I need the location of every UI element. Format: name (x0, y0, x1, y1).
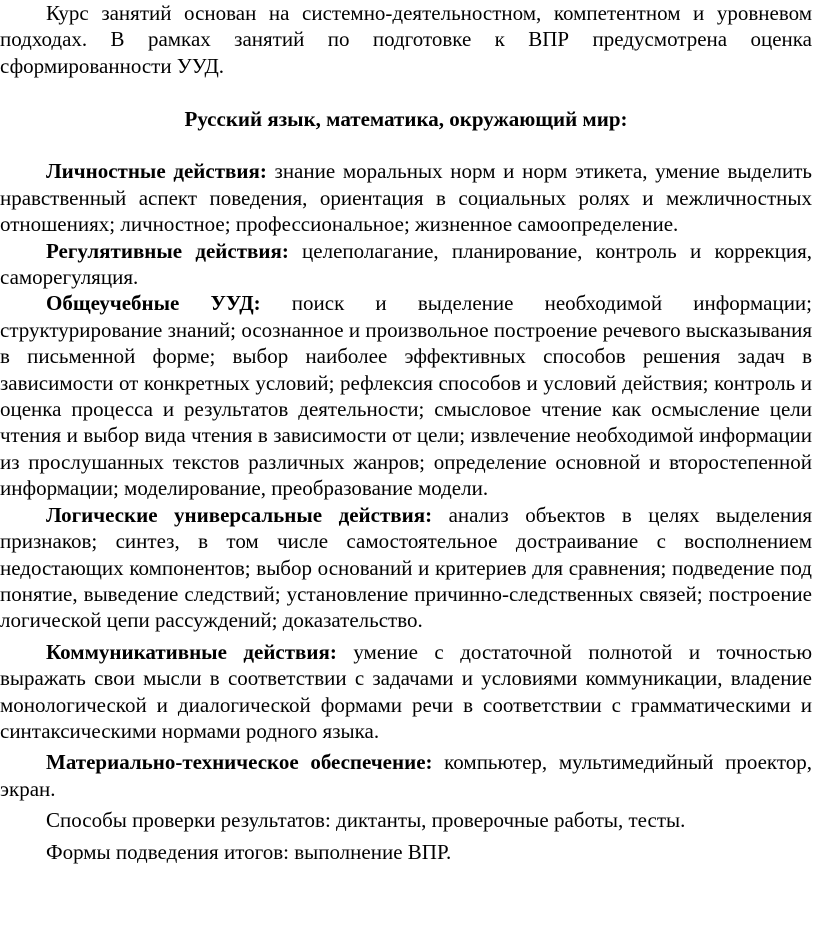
section-title: Логические универсальные действия: (46, 502, 433, 527)
section-personal (0, 158, 812, 237)
blank-line (0, 132, 812, 158)
section-title: Коммуникативные действия: (46, 639, 337, 664)
section-title: Регулятивные действия: (46, 238, 289, 263)
section-title: Общеучебные УУД: (46, 291, 261, 316)
section-text: знание моральных норм и норм этикета, умение выделить нравственный аспект поведения, ориентация в социальных ролях и межличностных отношениях; личностное; профессиональное; жизненное самоопределение. (0, 159, 812, 237)
section-text: целеполагание, планирование, контроль и коррекция, саморегуляция. (0, 238, 812, 290)
section-general-learning (0, 290, 812, 501)
section-text: поиск и выделение необходимой информации; структурирование знаний; осознанное и произвольное построение речевого высказывания в письменной форме; выбор наиболее эффективных способов решения задач в зависимости от конкретных условий; рефлексия способов и условий действия; контроль и оценка процесса и результатов деятельности; смысловое чтение как осмысление цели чтения и выбор вида чтения в зависимости от цели; извлечение необходимой информации из прослушанных текстов различных жанров; определение основной и второстепенной информации; моделирование, преобразование модели. (0, 291, 813, 501)
section-text: умение с достаточной полнотой и точностью выражать свои мысли в соответствии с задачами и условиями коммуникации, владение монологической и диалогической формами речи в соответствии с грамматическими и синтаксическими нормами родного языка. (0, 639, 813, 743)
section-title: Материально-техническое обеспечение: (46, 750, 433, 775)
section-title: Личностные действия: (46, 159, 267, 184)
verification-methods: Способы проверки результатов: диктанты, проверочные работы, тесты. (46, 808, 686, 833)
section-logical (0, 502, 812, 634)
summary-forms: Формы подведения итогов: выполнение ВПР. (46, 839, 452, 864)
section-text: анализ объектов в целях выделения признаков; синтез, в том числе самостоятельное достраивание с восполнением недостающих компонентов; выбор оснований и критериев для сравнения; подведение под понятие, выведение следствий; установление причинно-следственных связей; построение логической цепи рассуждений; доказательство. (0, 502, 812, 633)
blank-line (0, 79, 812, 105)
section-communicative (0, 639, 812, 745)
intro-paragraph: Курс занятий основан на системно-деятельностном, компетентном и уровневом подходах. В рамках занятий по подготовке к ВПР предусмотрена оценка сформированности УУД. (0, 1, 812, 78)
section-regulatory (0, 238, 812, 291)
section-material-support (0, 749, 812, 802)
subjects-heading: Русский язык, математика, окружающий мир: (184, 106, 628, 131)
section-text: компьютер, мультимедийный проектор, экран. (0, 750, 812, 801)
